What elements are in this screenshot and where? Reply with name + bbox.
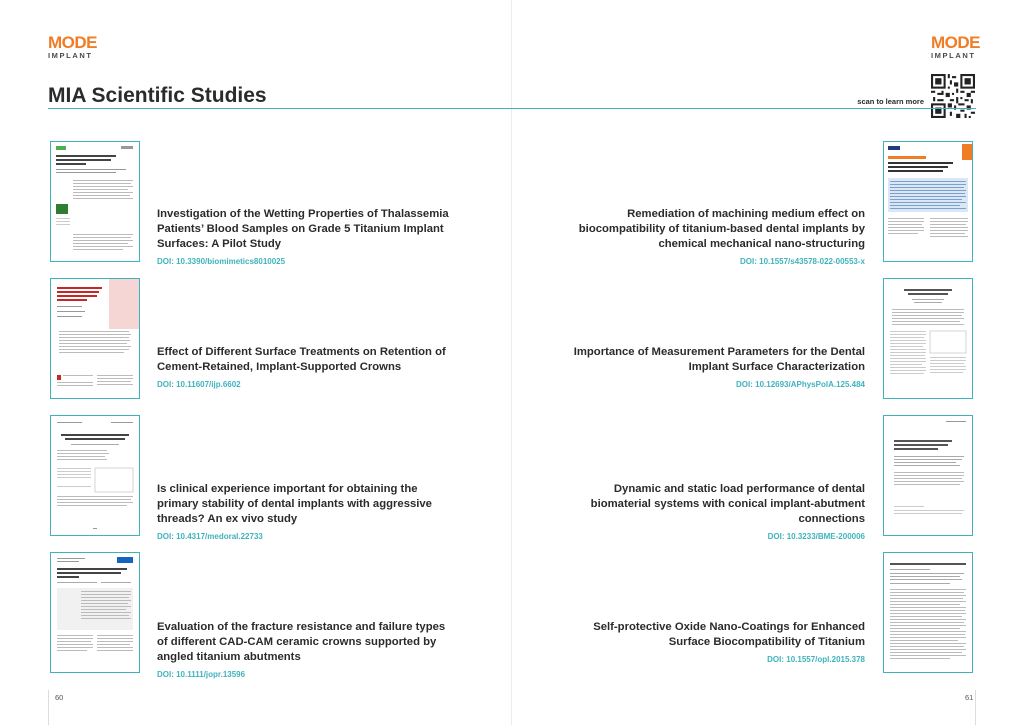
- page-number-right: 61: [965, 693, 974, 702]
- study-doi[interactable]: DOI: 10.11607/ijp.6602: [157, 380, 241, 389]
- study-doi[interactable]: DOI: 10.12693/APhysPolA.125.484: [736, 380, 865, 389]
- mode-implant-logo: MODE IMPLANT: [931, 33, 980, 60]
- study-doi[interactable]: DOI: 10.1557/s43578-022-00553-x: [740, 257, 865, 266]
- study-entry[interactable]: [565, 207, 865, 266]
- title-divider: [48, 108, 976, 109]
- study-title: Self-protective Oxide Nano-Coatings for Enhanced Surface Biocompatibility of Titanium: [593, 621, 865, 648]
- study-entry[interactable]: [565, 345, 865, 389]
- study-title: Is clinical experience important for obtaining the primary stability of dental implants with aggressive threads? An ex vivo study: [157, 483, 432, 525]
- study-entry[interactable]: [157, 207, 457, 266]
- study-entry[interactable]: [157, 482, 457, 541]
- study-thumbnail[interactable]: [50, 415, 140, 536]
- study-doi[interactable]: DOI: 10.3390/biomimetics8010025: [157, 257, 286, 266]
- study-doi[interactable]: DOI: 10.1111/jopr.13596: [157, 670, 246, 679]
- study-thumbnail[interactable]: [50, 278, 140, 399]
- study-thumbnail[interactable]: [883, 278, 973, 399]
- study-doi[interactable]: DOI: 10.4317/medoral.22733: [157, 532, 263, 541]
- page-number-left: 60: [55, 693, 64, 702]
- study-title: Effect of Different Surface Treatments on Retention of Cement-Retained, Implant-Supported Crowns: [157, 346, 446, 373]
- study-title: Importance of Measurement Parameters for the Dental Implant Surface Characterization: [573, 346, 865, 373]
- study-thumbnail[interactable]: [883, 552, 973, 673]
- study-title: Investigation of the Wetting Properties of Thalassemia Patients’ Blood Samples on Grade 5 Titanium Implant Surfaces: A Pilot Study: [157, 208, 449, 250]
- study-thumbnail[interactable]: [50, 141, 140, 262]
- study-thumbnail[interactable]: [883, 415, 973, 536]
- study-title: Evaluation of the fracture resistance and failure types of different CAD-CAM ceramic crowns supported by angled titanium abutments: [157, 621, 446, 663]
- study-title: Dynamic and static load performance of dental biomaterial systems with conical implant-abutment connections: [590, 483, 865, 525]
- study-entry[interactable]: [157, 345, 457, 389]
- footer-divider: [48, 690, 49, 725]
- study-thumbnail[interactable]: [50, 552, 140, 673]
- study-thumbnail[interactable]: [883, 141, 973, 262]
- study-entry[interactable]: [157, 620, 457, 679]
- page-title: MIA Scientific Studies: [48, 84, 267, 107]
- mode-implant-logo: MODE IMPLANT: [48, 33, 97, 60]
- qr-code-icon[interactable]: [931, 74, 975, 118]
- study-title: Remediation of machining medium effect on biocompatibility of titanium-based dental implants by chemical mechanical nano-structuring: [578, 208, 865, 250]
- study-entry[interactable]: [565, 620, 865, 664]
- study-entry[interactable]: [565, 482, 865, 541]
- study-doi[interactable]: DOI: 10.1557/opl.2015.378: [767, 655, 865, 664]
- scan-label: scan to learn more: [857, 97, 924, 106]
- study-doi[interactable]: DOI: 10.3233/BME-200006: [767, 532, 865, 541]
- footer-divider: [975, 690, 976, 725]
